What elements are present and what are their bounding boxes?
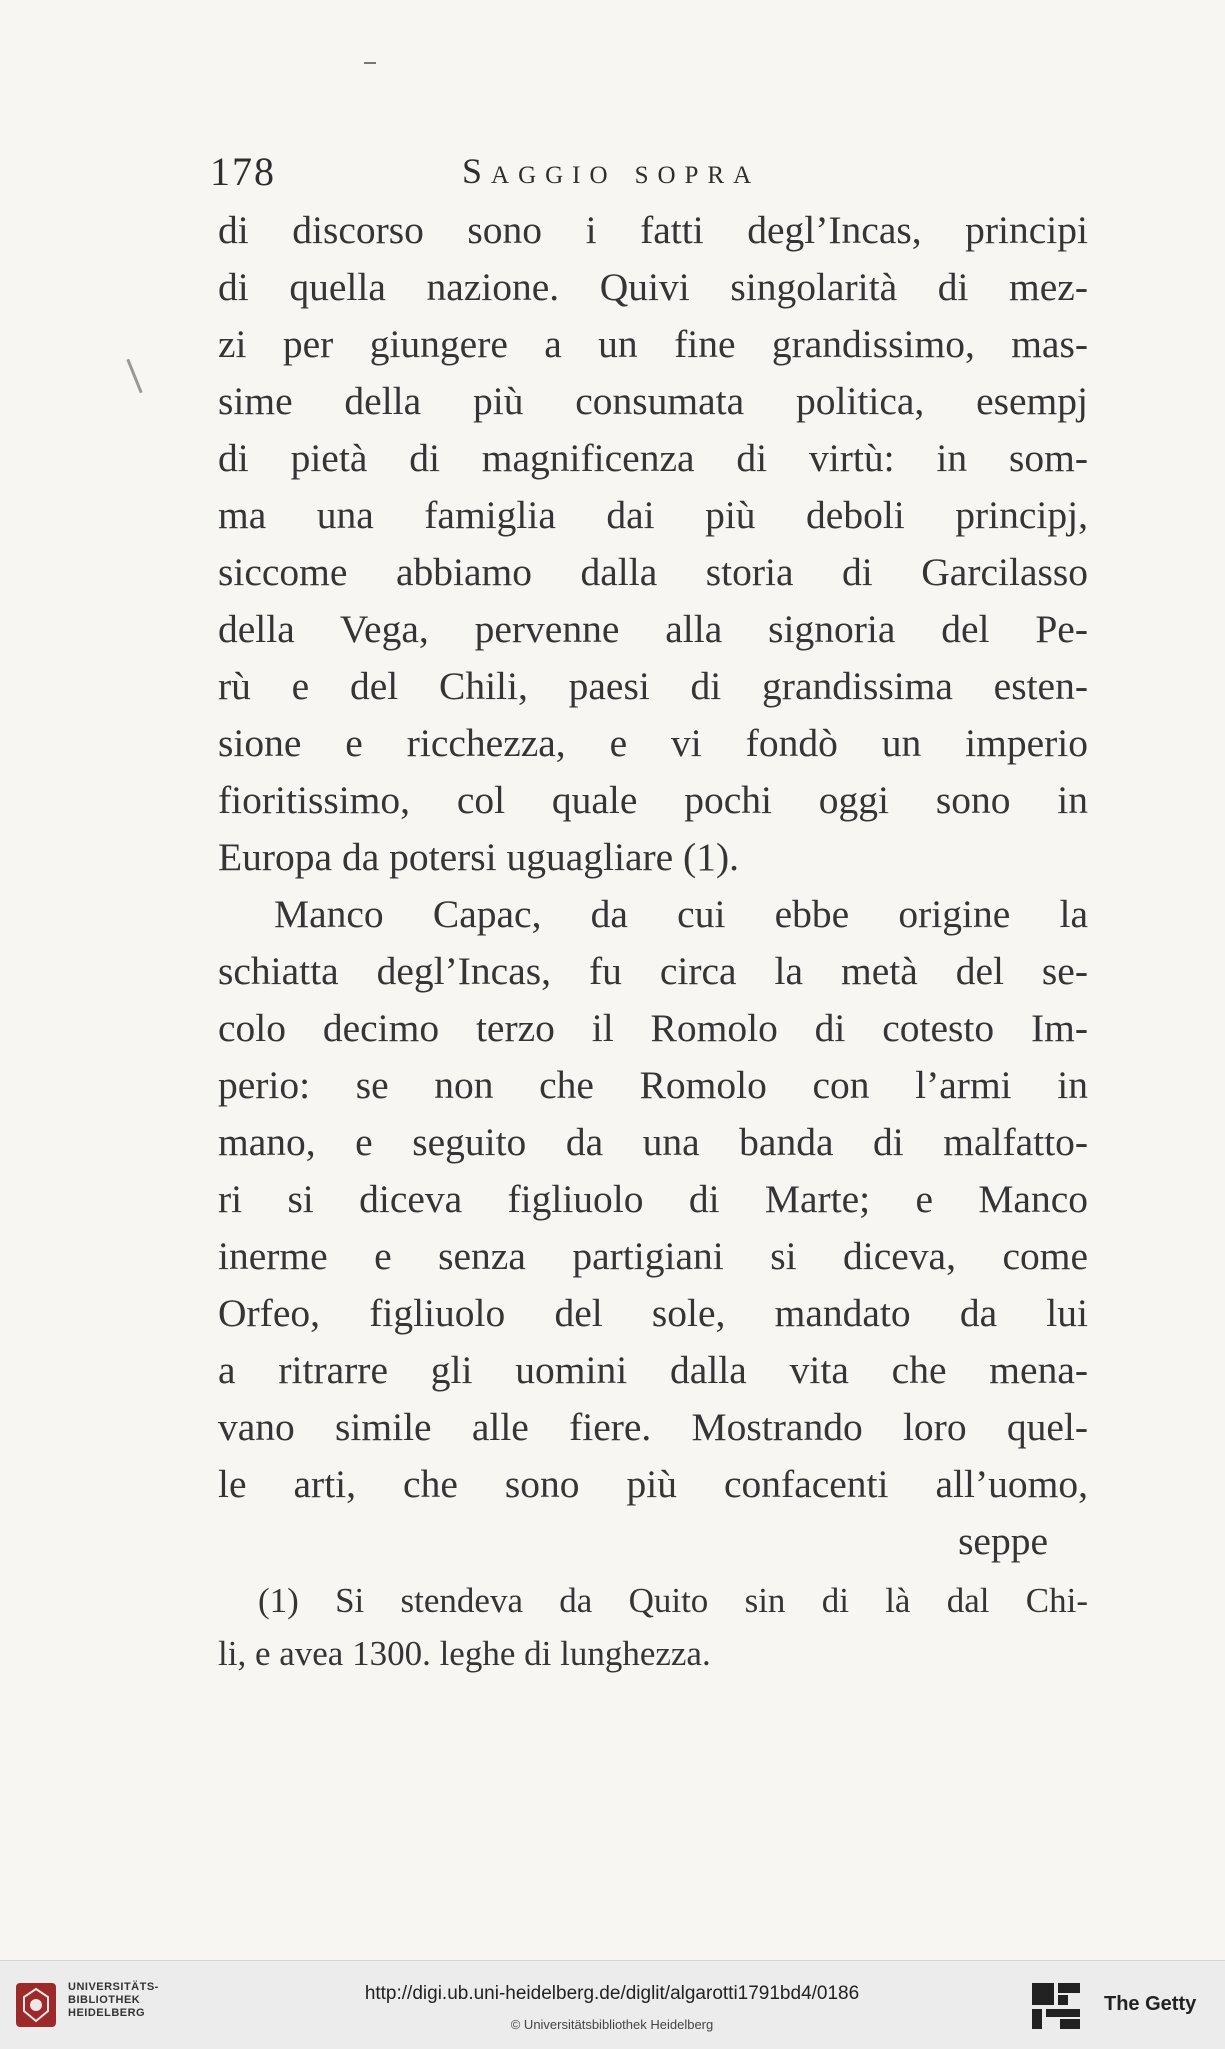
text-line: siccome abbiamo dalla storia di Garcilasso xyxy=(218,550,1088,594)
university-name-line: UNIVERSITÄTS- xyxy=(68,1981,159,1993)
permalink-url[interactable]: http://digi.ub.uni-heidelberg.de/diglit/algarotti1791bd4/0186 xyxy=(364,1983,860,2004)
footnote xyxy=(218,1574,1088,1680)
text-line: fioritissimo, col quale pochi oggi sono in xyxy=(218,778,1088,822)
university-seal-icon xyxy=(14,1981,58,2029)
text-line: di pietà di magnificenza di virtù: in som- xyxy=(218,436,1088,480)
paragraph-start-line: Manco Capac, da cui ebbe origine la xyxy=(274,892,1088,936)
text-line: inerme e senza partigiani si diceva, come xyxy=(218,1234,1088,1278)
footnote-line: li, e avea 1300. leghe di lunghezza. xyxy=(218,1634,711,1673)
text-line: perio: se non che Romolo con l’armi in xyxy=(218,1063,1088,1107)
page-number: 178 xyxy=(210,149,276,194)
text-line: Europa da potersi uguagliare (1). xyxy=(218,835,739,879)
text-line: schiatta degl’Incas, fu circa la metà del se- xyxy=(218,949,1088,993)
footnote-line: (1) Si stendeva da Quito sin di là dal Chi- xyxy=(258,1581,1088,1620)
text-line: zi per giungere a un fine grandissimo, mas- xyxy=(218,322,1088,366)
text-line: ri si diceva figliuolo di Marte; e Manco xyxy=(218,1177,1088,1221)
copyright-notice: © Universitätsbibliothek Heidelberg xyxy=(510,2017,714,2032)
footer-bar xyxy=(0,1960,1225,2049)
text-line: a ritrarre gli uomini dalla vita che mena- xyxy=(218,1348,1088,1392)
text-line: colo decimo terzo il Romolo di cotesto Im- xyxy=(218,1006,1088,1050)
text-line: Orfeo, figliuolo del sole, mandato da lui xyxy=(218,1291,1088,1335)
university-name xyxy=(68,1981,159,2020)
body-text xyxy=(218,202,1088,1680)
text-line: della Vega, pervenne alla signoria del Pe- xyxy=(218,607,1088,651)
catchword: seppe xyxy=(958,1519,1048,1563)
top-dash-mark xyxy=(364,62,376,64)
text-line: mano, e seguito da una banda di malfatto- xyxy=(218,1120,1088,1164)
getty-logo-icon xyxy=(1030,1981,1084,2031)
university-name-line: BIBLIOTHEK xyxy=(68,1994,141,2006)
stray-margin-mark xyxy=(126,359,142,394)
text-line: vano simile alle fiere. Mostrando loro quel- xyxy=(218,1405,1088,1449)
text-line: rù e del Chili, paesi di grandissima esten- xyxy=(218,664,1088,708)
running-head xyxy=(210,142,1090,202)
text-line: sione e ricchezza, e vi fondò un imperio xyxy=(218,721,1088,765)
text-line: ma una famiglia dai più deboli principj, xyxy=(218,493,1088,537)
university-name-line: HEIDELBERG xyxy=(68,2007,146,2019)
running-title: Saggio sopra xyxy=(462,151,761,191)
text-line: di discorso sono i fatti degl’Incas, principi xyxy=(218,208,1088,252)
text-line: di quella nazione. Quivi singolarità di mez- xyxy=(218,265,1088,309)
text-line: sime della più consumata politica, esempj xyxy=(218,379,1088,423)
text-line: le arti, che sono più confacenti all’uomo, xyxy=(218,1462,1088,1506)
getty-name: The Getty xyxy=(1104,1993,1197,2015)
